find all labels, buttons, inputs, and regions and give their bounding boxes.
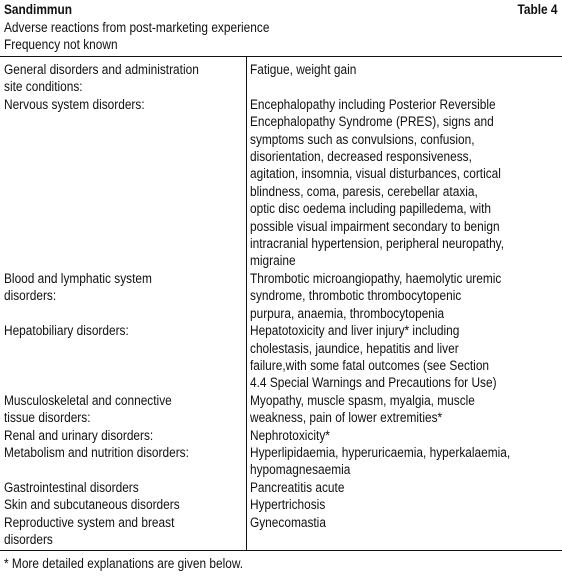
title-row [0, 0, 562, 19]
effects-cell: Pancreatitis acute [250, 479, 345, 495]
adverse-reactions-table [0, 61, 562, 548]
category-cell: General disorders and administration site conditions: [4, 62, 199, 95]
category-cell: Reproductive system and breast disorders [4, 514, 175, 547]
effects-cell: Nephrotoxicity* [250, 427, 330, 443]
effects-cell: Hypertrichosis [250, 497, 326, 513]
table-subtitle: Adverse reactions from post-marketing experience [4, 20, 270, 35]
table-row [0, 514, 562, 549]
table-row [0, 322, 562, 392]
table-row [0, 96, 562, 270]
product-name: Sandimmun [4, 2, 72, 17]
effects-cell: Gynecomastia [250, 514, 326, 530]
category-cell: Nervous system disorders: [4, 96, 145, 112]
table-row [0, 392, 562, 427]
category-cell: Skin and subcutaneous disorders [4, 497, 180, 513]
effects-cell: Hepatotoxicity and liver injury* including cholestasis, jaundice, hepatitis and liver failure,with some fatal outcomes (see Section 4.4 Special Warnings and Precautions for Use) [250, 323, 497, 391]
category-cell: Hepatobiliary disorders: [4, 323, 129, 339]
effects-cell: Myopathy, muscle spasm, myalgia, muscle weakness, pain of lower extremities* [250, 392, 475, 426]
table-row [0, 444, 562, 479]
category-cell: Gastrointestinal disorders [4, 479, 139, 495]
table-row [0, 479, 562, 496]
table-row [0, 61, 562, 96]
effects-cell: Fatigue, weight gain [250, 62, 357, 77]
category-cell: Musculoskeletal and connective tissue disorders: [4, 392, 172, 426]
footnote: * More detailed explanations are given below. [4, 556, 244, 571]
table-row [0, 270, 562, 322]
category-cell: Metabolism and nutrition disorders: [4, 444, 189, 460]
bottom-rule [0, 550, 562, 551]
category-cell: Blood and lymphatic system disorders: [4, 270, 152, 304]
effects-cell: Hyperlipidaemia, hyperuricaemia, hyperkalaemia, hypomagnesaemia [250, 444, 511, 478]
category-cell: Renal and urinary disorders: [4, 427, 154, 443]
table-row [0, 496, 562, 513]
effects-cell: Encephalopathy including Posterior Reversible Encephalopathy Syndrome (PRES), signs and symptoms such as convulsions, confusion, disorientation, decreased responsiveness, agitation, insomnia, visual disturbances, cortical blindness, coma, paresis, cerebellar ataxia, optic disc oedema including papilledema, with possible visual impairment secondary to benign intracranial hypertension, peripheral neuropathy, migraine [250, 96, 505, 269]
top-rule [0, 56, 562, 57]
table-number: Table 4 [517, 2, 558, 17]
table-row [0, 427, 562, 444]
effects-cell: Thrombotic microangiopathy, haemolytic uremic syndrome, thrombotic thrombocytopenic purpura, anaemia, thrombocytopenia [250, 270, 502, 321]
table-header [0, 0, 562, 53]
frequency-note: Frequency not known [4, 37, 118, 52]
